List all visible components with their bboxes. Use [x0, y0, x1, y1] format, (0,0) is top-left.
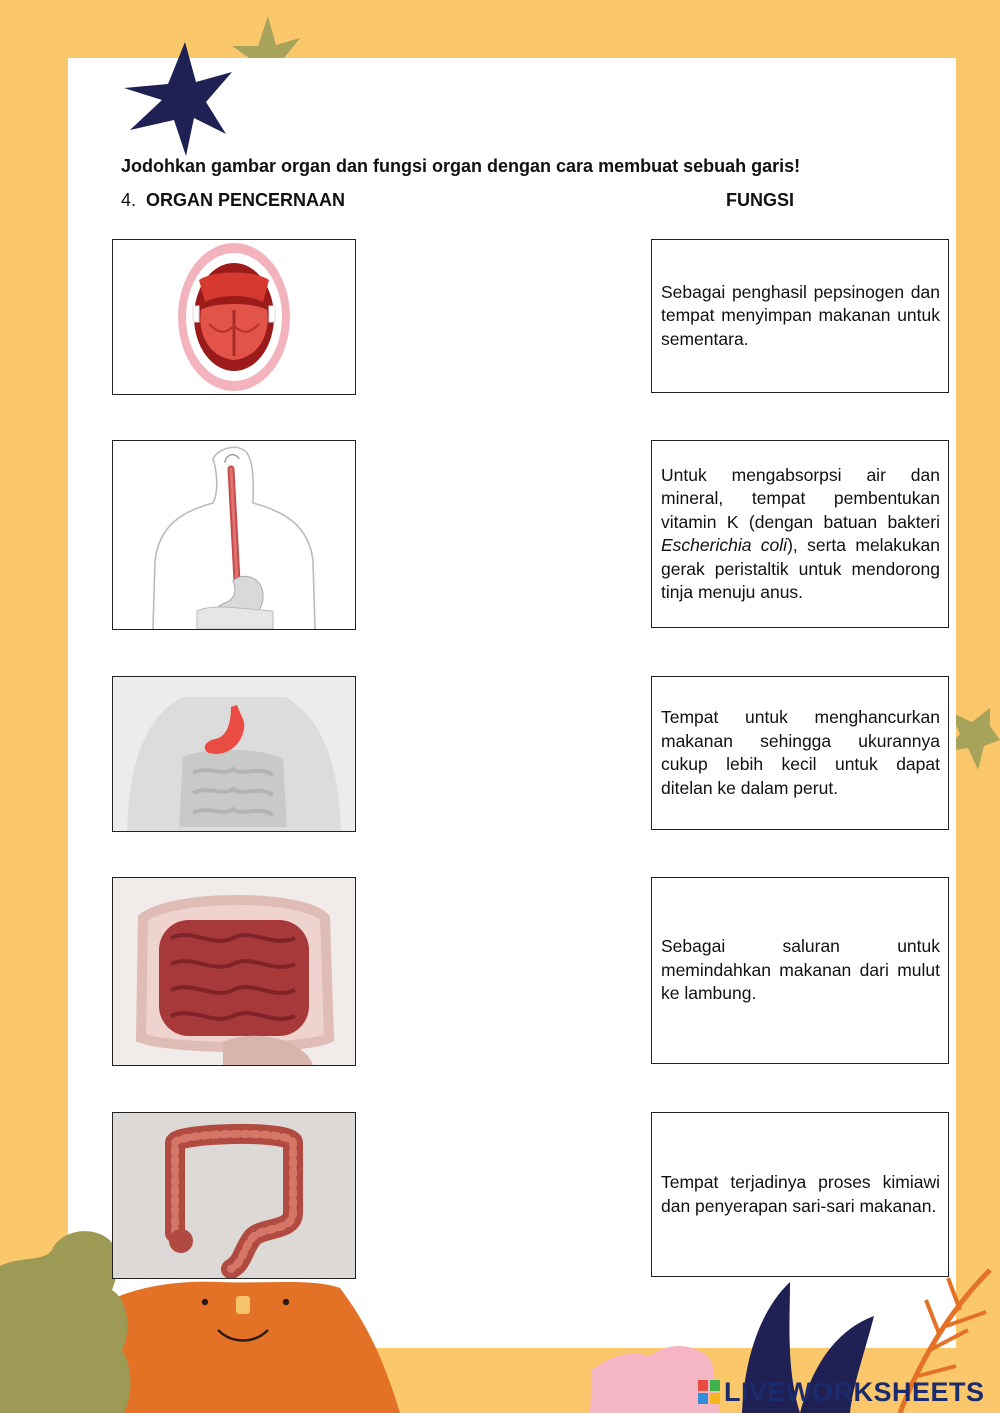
organ-heading [121, 190, 345, 211]
orange-hill-icon [110, 1282, 400, 1413]
esophagus-icon [113, 441, 355, 629]
large-intestine-icon [113, 1113, 355, 1278]
function-card-4[interactable] [651, 877, 949, 1064]
organ-card-small-intestine[interactable] [112, 877, 356, 1066]
olive-bush-icon [0, 1231, 131, 1413]
instruction-text: Jodohkan gambar organ dan fungsi organ dengan cara membuat sebuah garis! [121, 156, 801, 176]
orange-leaf-c-icon [918, 1366, 956, 1376]
function-text-3: Tempat untuk menghancurkan makanan sehingga ukurannya cukup lebih kecil untuk dapat ditelan ke dalam perut. [661, 707, 940, 798]
liveworksheets-logo-text: LIVEWORKSHEETS [724, 1377, 985, 1407]
stomach-icon [113, 677, 355, 831]
function-card-1[interactable] [651, 239, 949, 393]
mouth-icon [113, 240, 355, 394]
function-text-4: Sebagai saluran untuk memindahkan makanan dari mulut ke lambung. [661, 936, 940, 1004]
function-text-2-start: Untuk mengabsorpsi air dan mineral, tempat pembentukan vitamin K (dengan batuan bakteri [661, 464, 940, 532]
function-text-2-italic: Escherichia coli [661, 535, 788, 555]
function-text-1: Sebagai penghasil pepsinogen dan tempat menyimpan makanan untuk sementara. [661, 281, 940, 349]
function-card-5[interactable] [651, 1112, 949, 1277]
left-eye-icon [202, 1299, 208, 1305]
organ-card-mouth[interactable] [112, 239, 356, 395]
small-intestine-icon [113, 878, 355, 1065]
navy-star-icon [124, 42, 232, 156]
organ-card-esophagus[interactable] [112, 440, 356, 630]
orange-leaf-d-icon [926, 1300, 940, 1336]
function-text-5: Tempat terjadinya proses kimiawi dan penyerapan sari-sari makanan. [661, 1172, 940, 1216]
function-heading [726, 190, 794, 211]
question-number: 4. [121, 190, 137, 210]
function-text-2-end: ), serta melakukan gerak peristaltik untuk mendorong tinja menuju anus. [661, 535, 941, 602]
function-heading-label: FUNGSI [726, 190, 795, 210]
organ-card-stomach[interactable] [112, 676, 356, 832]
right-eye-icon [283, 1299, 289, 1305]
function-text-2 [661, 464, 940, 605]
function-card-2[interactable] [651, 440, 949, 628]
function-card-3[interactable] [651, 676, 949, 830]
organ-heading-label: ORGAN PENCERNAAN [146, 190, 346, 210]
nose-icon [236, 1296, 250, 1314]
organ-card-large-intestine[interactable] [112, 1112, 356, 1279]
liveworksheets-logo[interactable] [698, 1377, 985, 1408]
orange-leaf-e-icon [948, 1278, 960, 1310]
